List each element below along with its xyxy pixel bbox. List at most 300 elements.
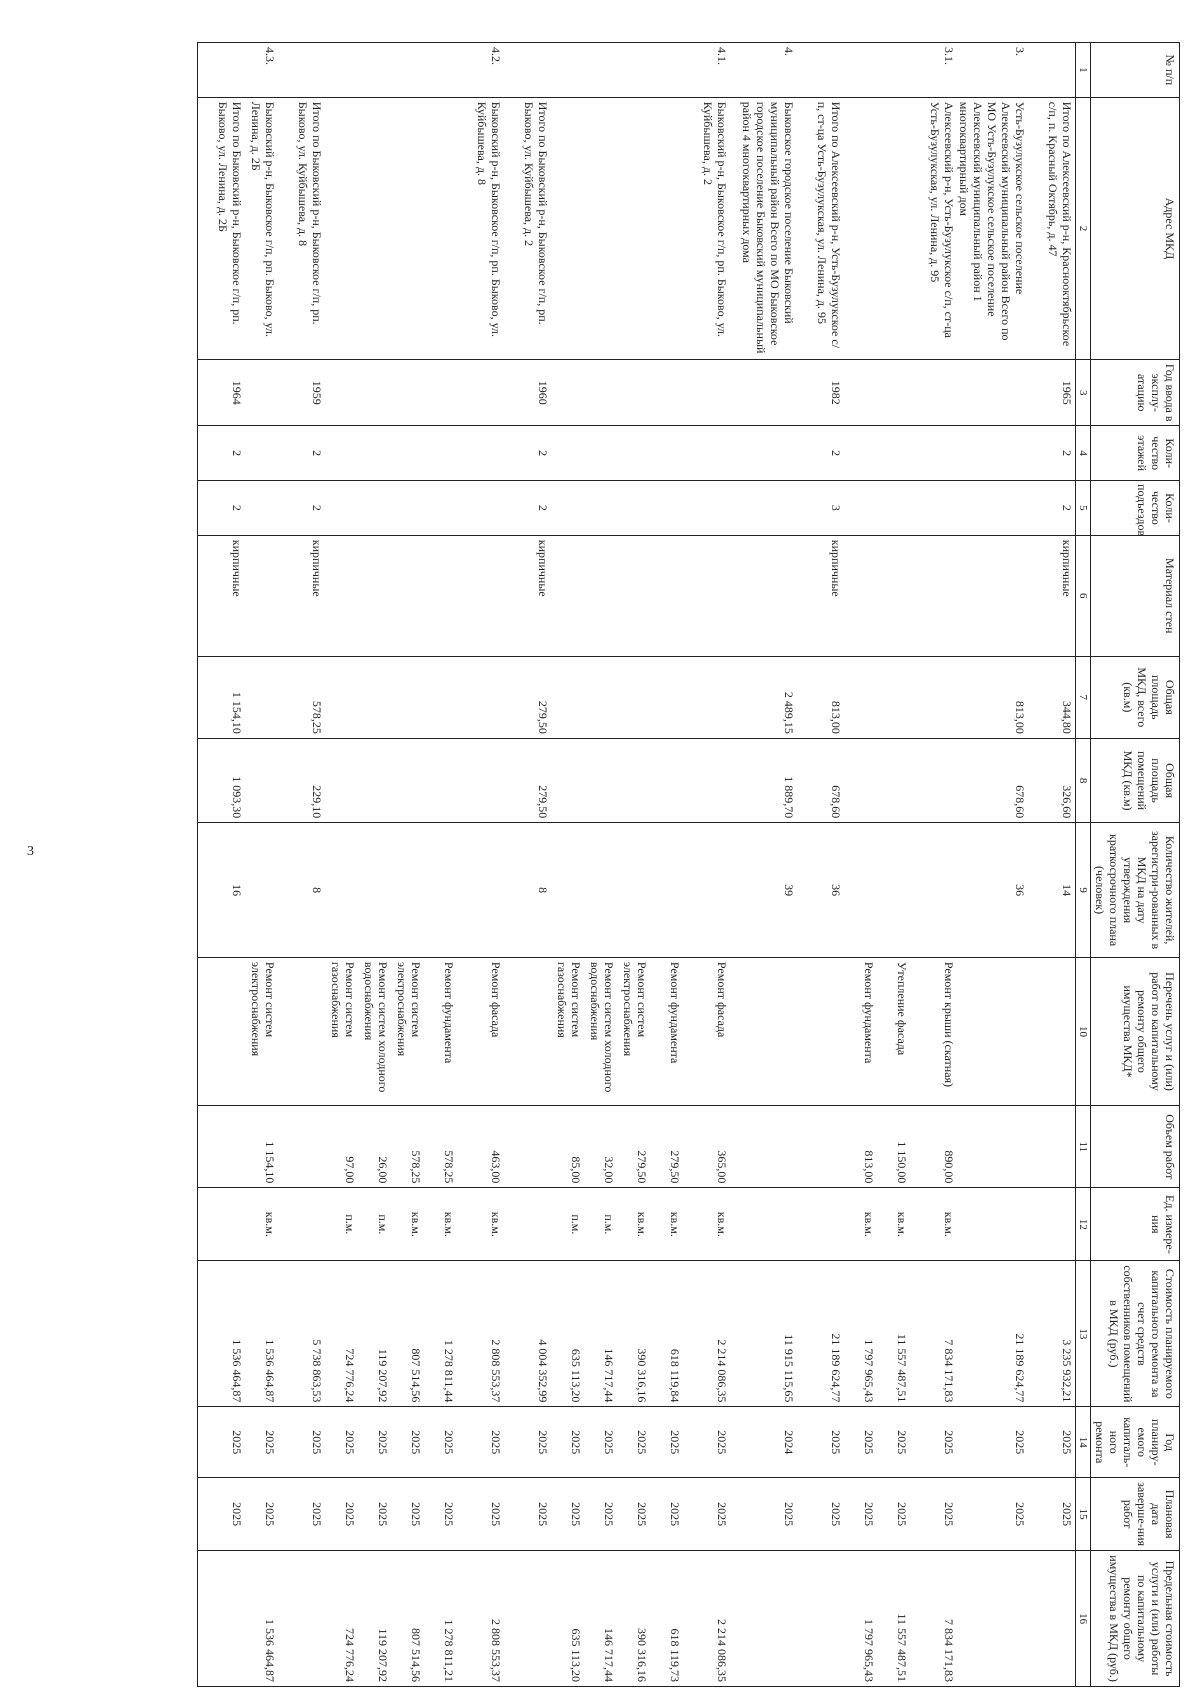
commission-year-cell (457, 360, 504, 426)
residents-cell: 39 (730, 823, 797, 958)
residents-cell: 8 (504, 823, 551, 958)
premises-area-cell: 678,60 (957, 738, 1028, 822)
commission-year-cell (844, 360, 877, 426)
planned-cost-cell: 2 214 086,35 (683, 1261, 730, 1407)
commission-year-cell (245, 360, 278, 426)
work-type-cell: Ремонт фасада (683, 957, 730, 1105)
completion-date-cell: 2025 (1028, 1478, 1076, 1551)
total-area-cell (683, 656, 730, 738)
planned-cost-cell: 1 797 965,43 (844, 1261, 877, 1407)
wall-material-cell (957, 535, 1028, 656)
entrances-cell (391, 481, 424, 536)
unit-cell (198, 1188, 246, 1261)
floors-cell: 2 (198, 426, 246, 481)
completion-date-cell: 2025 (391, 1478, 424, 1551)
work-volume-cell: 26,00 (358, 1106, 391, 1188)
work-volume-cell: 85,00 (551, 1106, 584, 1188)
entrances-cell (617, 481, 650, 536)
total-area-cell (584, 656, 617, 738)
row-number-cell: 4.3. (245, 43, 278, 98)
total-area-cell: 1 154,10 (198, 656, 246, 738)
plan-year-cell: 2025 (245, 1407, 278, 1478)
planned-cost-cell: 2 808 553,37 (457, 1261, 504, 1407)
premises-area-cell (683, 738, 730, 822)
entrances-cell (910, 481, 957, 536)
wall-material-cell (391, 535, 424, 656)
entrances-cell (650, 481, 683, 536)
cost-limit-cell: 7 834 171,83 (910, 1551, 957, 1687)
plan-year-cell: 2025 (504, 1407, 551, 1478)
floors-cell (245, 426, 278, 481)
completion-date-cell: 2025 (650, 1478, 683, 1551)
commission-year-cell: 1959 (278, 360, 325, 426)
completion-date-cell: 2025 (844, 1478, 877, 1551)
address-cell (424, 97, 457, 359)
col-header: Стоимость планируемого капитального ремонта за счет средств собственников помещений в МКД (руб.) (1091, 1261, 1180, 1407)
row-number-cell (877, 43, 910, 98)
completion-date-cell: 2025 (617, 1478, 650, 1551)
cost-limit-cell (797, 1551, 844, 1687)
address-cell: Итого по Быковский р-н, Быковское г/п, рп. Быково, ул. Куйбышева, д. 2 (504, 97, 551, 359)
work-type-cell: Ремонт систем электроснабжения (617, 957, 650, 1105)
unit-cell: кв.м. (391, 1188, 424, 1261)
cost-limit-cell: 390 316,16 (617, 1551, 650, 1687)
unit-cell: п.м. (584, 1188, 617, 1261)
wall-material-cell: кирпичные (797, 535, 844, 656)
residents-cell (551, 823, 584, 958)
commission-year-cell (957, 360, 1028, 426)
work-volume-cell: 279,50 (650, 1106, 683, 1188)
col-header: Плановая дата заверше-ния работ (1091, 1478, 1180, 1551)
unit-cell: кв.м. (424, 1188, 457, 1261)
row-number-cell (650, 43, 683, 98)
entrances-cell (551, 481, 584, 536)
commission-year-cell (584, 360, 617, 426)
planned-cost-cell: 146 717,44 (584, 1261, 617, 1407)
premises-area-cell (650, 738, 683, 822)
address-cell (584, 97, 617, 359)
residents-cell (910, 823, 957, 958)
completion-date-cell: 2025 (683, 1478, 730, 1551)
plan-year-cell: 2025 (650, 1407, 683, 1478)
cost-limit-cell (1028, 1551, 1076, 1687)
work-type-cell (957, 957, 1028, 1105)
work-volume-cell: 578,25 (424, 1106, 457, 1188)
planned-cost-cell: 11 915 115,65 (730, 1261, 797, 1407)
plan-year-cell: 2025 (198, 1407, 246, 1478)
entrances-cell (730, 481, 797, 536)
row-number-cell (551, 43, 584, 98)
planned-cost-cell: 1 536 464,87 (198, 1261, 246, 1407)
commission-year-cell (617, 360, 650, 426)
cost-limit-cell: 11 557 487,51 (877, 1551, 910, 1687)
work-volume-cell: 813,00 (844, 1106, 877, 1188)
premises-area-cell: 1 889,70 (730, 738, 797, 822)
work-volume-cell: 890,00 (910, 1106, 957, 1188)
col-header: Общая площадь помещений МКД (кв.м) (1091, 738, 1180, 822)
total-area-cell (424, 656, 457, 738)
residents-cell (877, 823, 910, 958)
floors-cell (650, 426, 683, 481)
row-number-cell (198, 43, 246, 98)
floors-cell: 2 (278, 426, 325, 481)
residents-cell (584, 823, 617, 958)
plan-year-cell: 2025 (278, 1407, 325, 1478)
row-number-cell (1028, 43, 1076, 98)
work-type-cell: Утепление фасада (877, 957, 910, 1105)
commission-year-cell (877, 360, 910, 426)
table-row (797, 43, 844, 1687)
unit-cell: кв.м. (650, 1188, 683, 1261)
wall-material-cell: кирпичные (198, 535, 246, 656)
residents-cell (617, 823, 650, 958)
residents-cell (358, 823, 391, 958)
table-row (584, 43, 617, 1687)
cost-limit-cell: 724 776,24 (325, 1551, 358, 1687)
row-number-cell (391, 43, 424, 98)
floors-cell: 2 (1028, 426, 1076, 481)
work-type-cell: Ремонт фасада (457, 957, 504, 1105)
floors-cell (730, 426, 797, 481)
completion-date-cell: 2025 (457, 1478, 504, 1551)
col-header: Год ввода в эксплу-атацию (1091, 360, 1180, 426)
col-header: Материал стен (1091, 535, 1180, 656)
work-volume-cell (797, 1106, 844, 1188)
col-number: 10 (1076, 957, 1091, 1105)
col-header: Количество жителей, зарегистри-рованных в МКД на дату утверждения краткосрочного плана (человек) (1091, 823, 1180, 958)
cost-limit-cell: 635 113,20 (551, 1551, 584, 1687)
work-volume-cell (1028, 1106, 1076, 1188)
work-volume-cell (730, 1106, 797, 1188)
row-number-cell: 4.2. (457, 43, 504, 98)
premises-area-cell (584, 738, 617, 822)
cost-limit-cell (198, 1551, 246, 1687)
premises-area-cell (617, 738, 650, 822)
entrances-cell (844, 481, 877, 536)
col-header: Ед. измере-ния (1091, 1188, 1180, 1261)
col-number: 5 (1076, 481, 1091, 536)
floors-cell (844, 426, 877, 481)
entrances-cell: 2 (1028, 481, 1076, 536)
total-area-cell (551, 656, 584, 738)
row-number-cell (797, 43, 844, 98)
row-number-cell (278, 43, 325, 98)
premises-area-cell (844, 738, 877, 822)
row-number-cell: 4. (730, 43, 797, 98)
table-row (198, 43, 246, 1687)
address-cell (325, 97, 358, 359)
table-row (358, 43, 391, 1687)
address-cell: Усть-Бузулукское сельское поселение Алексеевский муниципальный район Всего по МО Усть-Бузулукское сельское поселение Алексеевский муниципальный район 1 многоквартирный дом (957, 97, 1028, 359)
plan-year-cell: 2025 (457, 1407, 504, 1478)
unit-cell: кв.м. (910, 1188, 957, 1261)
plan-year-cell: 2025 (797, 1407, 844, 1478)
row-number-cell: 4.1. (683, 43, 730, 98)
floors-cell (584, 426, 617, 481)
floors-cell: 2 (797, 426, 844, 481)
premises-area-cell (391, 738, 424, 822)
unit-cell (957, 1188, 1028, 1261)
work-volume-cell: 279,50 (617, 1106, 650, 1188)
work-type-cell (198, 957, 246, 1105)
row-number-cell (844, 43, 877, 98)
col-number: 11 (1076, 1106, 1091, 1188)
entrances-cell (584, 481, 617, 536)
commission-year-cell (650, 360, 683, 426)
commission-year-cell (910, 360, 957, 426)
unit-cell: кв.м. (844, 1188, 877, 1261)
entrances-cell (424, 481, 457, 536)
commission-year-cell: 1982 (797, 360, 844, 426)
entrances-cell: 2 (278, 481, 325, 536)
work-type-cell: Ремонт систем холодного водоснабжения (584, 957, 617, 1105)
residents-cell (457, 823, 504, 958)
total-area-cell: 344,80 (1028, 656, 1076, 738)
table-row (245, 43, 278, 1687)
cost-limit-cell: 807 514,56 (391, 1551, 424, 1687)
table-row (504, 43, 551, 1687)
cost-limit-cell: 146 717,44 (584, 1551, 617, 1687)
row-number-cell (584, 43, 617, 98)
table-row (551, 43, 584, 1687)
unit-cell: п.м. (358, 1188, 391, 1261)
col-number: 16 (1076, 1551, 1091, 1687)
work-volume-cell (957, 1106, 1028, 1188)
plan-year-cell: 2025 (358, 1407, 391, 1478)
entrances-cell (325, 481, 358, 536)
work-type-cell: Ремонт систем газоснабжения (325, 957, 358, 1105)
wall-material-cell (551, 535, 584, 656)
cost-limit-cell (278, 1551, 325, 1687)
wall-material-cell (730, 535, 797, 656)
premises-area-cell (877, 738, 910, 822)
unit-cell (730, 1188, 797, 1261)
completion-date-cell: 2025 (358, 1478, 391, 1551)
total-area-cell (325, 656, 358, 738)
premises-area-cell (457, 738, 504, 822)
planned-cost-cell: 5 738 863,53 (278, 1261, 325, 1407)
residents-cell (325, 823, 358, 958)
entrances-cell: 2 (198, 481, 246, 536)
entrances-cell (245, 481, 278, 536)
premises-area-cell (325, 738, 358, 822)
total-area-cell: 2 489,15 (730, 656, 797, 738)
col-header: Перечень услуг и (или) работ по капитальному ремонту общего имущества МКД* (1091, 957, 1180, 1105)
unit-cell: п.м. (551, 1188, 584, 1261)
floors-cell (424, 426, 457, 481)
floors-cell (551, 426, 584, 481)
floors-cell (358, 426, 391, 481)
wall-material-cell (245, 535, 278, 656)
planned-cost-cell: 618 119,84 (650, 1261, 683, 1407)
col-header: № п/п (1091, 43, 1180, 98)
work-volume-cell: 32,00 (584, 1106, 617, 1188)
residents-cell (391, 823, 424, 958)
plan-year-cell: 2025 (584, 1407, 617, 1478)
work-type-cell (730, 957, 797, 1105)
planned-cost-cell: 1 278 811,44 (424, 1261, 457, 1407)
table-row (391, 43, 424, 1687)
commission-year-cell: 1965 (1028, 360, 1076, 426)
plan-year-cell: 2025 (551, 1407, 584, 1478)
work-type-cell: Ремонт систем газоснабжения (551, 957, 584, 1105)
plan-year-cell: 2025 (877, 1407, 910, 1478)
col-number: 8 (1076, 738, 1091, 822)
work-type-cell: Ремонт систем электроснабжения (245, 957, 278, 1105)
wall-material-cell (325, 535, 358, 656)
commission-year-cell (424, 360, 457, 426)
wall-material-cell: кирпичные (1028, 535, 1076, 656)
address-cell (650, 97, 683, 359)
address-cell (551, 97, 584, 359)
cost-limit-cell (957, 1551, 1028, 1687)
wall-material-cell (910, 535, 957, 656)
address-cell: Итого по Алексеевский р-н, Красноoктябрьское с/п, п. Красный Октябрь, д. 47 (1028, 97, 1076, 359)
work-type-cell: Ремонт систем холодного водоснабжения (358, 957, 391, 1105)
work-volume-cell (278, 1106, 325, 1188)
commission-year-cell (391, 360, 424, 426)
unit-cell: п.м. (325, 1188, 358, 1261)
col-header: Адрес МКД (1091, 97, 1180, 359)
plan-year-cell: 2025 (424, 1407, 457, 1478)
plan-year-cell: 2025 (910, 1407, 957, 1478)
wall-material-cell (424, 535, 457, 656)
col-number: 7 (1076, 656, 1091, 738)
residents-cell: 36 (797, 823, 844, 958)
table-row (325, 43, 358, 1687)
floors-cell: 2 (504, 426, 551, 481)
residents-cell: 8 (278, 823, 325, 958)
work-volume-cell: 578,25 (391, 1106, 424, 1188)
total-area-cell (245, 656, 278, 738)
table-row (457, 43, 504, 1687)
work-volume-cell: 97,00 (325, 1106, 358, 1188)
residents-cell (245, 823, 278, 958)
premises-area-cell (551, 738, 584, 822)
cost-limit-cell (730, 1551, 797, 1687)
table-row (278, 43, 325, 1687)
address-cell: Быковский р-н, Быковское г/п, рп. Быково, ул. Куйбышева, д. 8 (457, 97, 504, 359)
plan-year-cell: 2025 (617, 1407, 650, 1478)
plan-year-cell: 2025 (1028, 1407, 1076, 1478)
planned-cost-cell: 724 776,24 (325, 1261, 358, 1407)
planned-cost-cell: 3 235 932,21 (1028, 1261, 1076, 1407)
planned-cost-cell: 21 189 624,77 (957, 1261, 1028, 1407)
commission-year-cell: 1964 (198, 360, 246, 426)
premises-area-cell (424, 738, 457, 822)
col-number: 2 (1076, 97, 1091, 359)
floors-cell (683, 426, 730, 481)
total-area-cell (650, 656, 683, 738)
work-type-cell: Ремонт систем электроснабжения (391, 957, 424, 1105)
table-body (198, 43, 1076, 1687)
total-area-cell (358, 656, 391, 738)
planned-cost-cell: 635 113,20 (551, 1261, 584, 1407)
work-volume-cell: 365,00 (683, 1106, 730, 1188)
row-number-cell (617, 43, 650, 98)
completion-date-cell: 2025 (504, 1478, 551, 1551)
wall-material-cell (358, 535, 391, 656)
wall-material-cell (877, 535, 910, 656)
address-cell (391, 97, 424, 359)
address-cell: Быковское городское поселение Быковский муниципальный район Всего по МО Быковское городское поселение Быковский муниципальный район 4 многоквартирных дома (730, 97, 797, 359)
wall-material-cell (584, 535, 617, 656)
wall-material-cell: кирпичные (278, 535, 325, 656)
premises-area-cell: 279,50 (504, 738, 551, 822)
wall-material-cell (650, 535, 683, 656)
col-header: Общая площадь МКД, всего (кв.м) (1091, 656, 1180, 738)
table-row (877, 43, 910, 1687)
commission-year-cell (358, 360, 391, 426)
entrances-cell (683, 481, 730, 536)
address-cell: Алексеевский р-н, Усть-Бузулукское с/п, ст-ца Усть-Бузулукская, ул. Ленина, д. 95 (910, 97, 957, 359)
address-cell (844, 97, 877, 359)
col-number: 13 (1076, 1261, 1091, 1407)
total-area-cell (391, 656, 424, 738)
entrances-cell (957, 481, 1028, 536)
col-number: 9 (1076, 823, 1091, 958)
work-type-cell: Ремонт крыши (скатная) (910, 957, 957, 1105)
wall-material-cell (617, 535, 650, 656)
col-number: 6 (1076, 535, 1091, 656)
total-area-cell: 813,00 (957, 656, 1028, 738)
total-area-cell (877, 656, 910, 738)
work-volume-cell (504, 1106, 551, 1188)
repair-plan-table (197, 42, 1180, 1687)
address-cell (877, 97, 910, 359)
completion-date-cell: 2025 (551, 1478, 584, 1551)
plan-year-cell: 2025 (844, 1407, 877, 1478)
address-cell: Итого по Быковский р-н, Быковское г/п, рп. Быково, ул. Ленина, д. 2Б (198, 97, 246, 359)
col-number: 3 (1076, 360, 1091, 426)
wall-material-cell (683, 535, 730, 656)
wall-material-cell (844, 535, 877, 656)
floors-cell (457, 426, 504, 481)
completion-date-cell: 2025 (910, 1478, 957, 1551)
planned-cost-cell: 119 207,92 (358, 1261, 391, 1407)
cost-limit-cell: 2 214 086,35 (683, 1551, 730, 1687)
unit-cell (797, 1188, 844, 1261)
planned-cost-cell: 1 536 464,87 (245, 1261, 278, 1407)
rotated-table-container (50, 42, 1180, 1687)
commission-year-cell (683, 360, 730, 426)
completion-date-cell: 2025 (877, 1478, 910, 1551)
work-type-cell: Ремонт фундамента (844, 957, 877, 1105)
plan-year-cell: 2025 (957, 1407, 1028, 1478)
cost-limit-cell: 2 808 553,37 (457, 1551, 504, 1687)
total-area-cell (457, 656, 504, 738)
planned-cost-cell: 4 004 352,99 (504, 1261, 551, 1407)
row-number-cell (358, 43, 391, 98)
table-row (650, 43, 683, 1687)
cost-limit-cell: 1 797 965,43 (844, 1551, 877, 1687)
completion-date-cell: 2025 (730, 1478, 797, 1551)
address-cell: Итого по Быковский р-н, Быковское г/п, рп. Быково, ул. Куйбышева, д. 8 (278, 97, 325, 359)
total-area-cell: 813,00 (797, 656, 844, 738)
address-cell: Быковский р-н, Быковское г/п, рп. Быково, ул. Ленина, д. 2Б (245, 97, 278, 359)
unit-cell: кв.м. (617, 1188, 650, 1261)
cost-limit-cell: 1 536 464,87 (245, 1551, 278, 1687)
entrances-cell: 2 (504, 481, 551, 536)
residents-cell (683, 823, 730, 958)
cost-limit-cell: 1 278 811,21 (424, 1551, 457, 1687)
residents-cell (844, 823, 877, 958)
table-row (910, 43, 957, 1687)
total-area-cell: 279,50 (504, 656, 551, 738)
page-number: 3 (27, 844, 34, 859)
col-header: Коли-чество подъездов (1091, 481, 1180, 536)
premises-area-cell: 678,60 (797, 738, 844, 822)
